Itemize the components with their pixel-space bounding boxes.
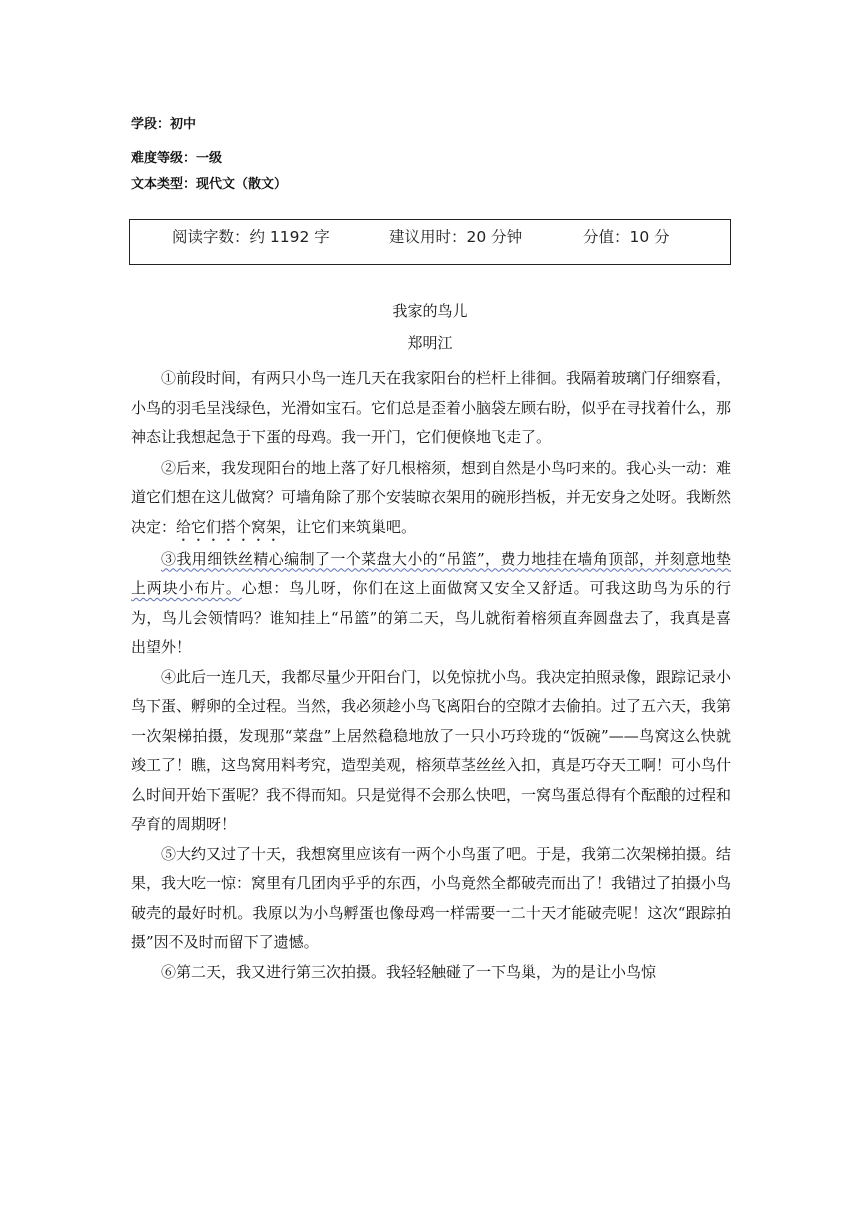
school-level: 学段：初中 [131,117,197,132]
paragraph-5: ⑤大约又过了十天，我想窝里应该有一两个小鸟蛋了吧。于是，我第二次架梯拍摄。结果，我大吃一惊：窝里有几团肉乎乎的东西，小鸟竟然全都破壳而出了！我错过了拍摄小鸟破壳的最好时机。我原以为小鸟孵蛋也像母鸡一样需要一二十天才能破壳呢！这次“跟踪拍摄”因不及时而留下了遗憾。 [131,844,732,951]
article-body [131,364,731,987]
paragraph-3-text-b: 心想：鸟儿呀，你们在这上面做窝又安全又舒适。可我这助鸟为乐的行为，鸟儿会领情吗？谁知挂上“吊篮”的第二天，鸟儿就衔着榕须直奔圆盘去了，我真是喜出望外！ [131,579,731,656]
paragraph-6: ⑥第二天，我又进行第三次拍摄。我轻轻触碰了一下鸟巢，为的是让小鸟惊 [161,962,657,981]
paragraph-2-text-a: ②后来，我发现阳台的地上落了好几根榕须，想到自然是小鸟叼来的。我心头一动：难道它们想在这儿做窝？可墙角除了那个安装晾衣架用的碗形挡板，并无安身之处呀。我断然决定： [131,458,732,536]
suggested-time: 建议用时：20 分钟 [389,228,523,246]
difficulty-level: 难度等级：一级 [131,151,223,166]
paragraph-2-text-b: ，让它们来筑巢吧。 [281,517,417,536]
text-type: 文本类型：现代文（散文） [131,177,288,192]
paragraph-3 [131,545,731,663]
paragraph-2-dotted-text: 给它们搭个窝架 [176,517,282,536]
paragraph-2 [131,454,731,545]
paragraph-1: ①前段时间，有两只小鸟一连几天在我家阳台的栏杆上徘徊。我隔着玻璃门仔细察看，小鸟的羽毛呈浅绿色，光滑如宝石。它们总是歪着小脑袋左顾右盼，似乎在寻找着什么，那神态让我想起急于下蛋的母鸡。我一开门，它们便倏地飞走了。 [131,369,732,446]
reading-info-box [129,219,731,265]
article-author: 郑明江 [407,334,453,352]
score: 分值：10 分 [583,228,670,246]
paragraph-3-wavy-text: ③我用细铁丝精心编制了一个菜盘大小的“吊篮”，费力地挂在墙角顶部，并刻意地垫上两块小布片。 [131,549,731,597]
paragraph-4: ④此后一连几天，我都尽量少开阳台门，以免惊扰小鸟。我决定拍照录像，跟踪记录小鸟下蛋、孵卵的全过程。当然，我必须趁小鸟飞离阳台的空隙才去偷拍。过了五六天，我第一次架梯拍摄，发现那“菜盘”上居然稳稳地放了一只小巧玲珑的“饭碗”——鸟窝这么快就竣工了！瞧，这鸟窝用料考究，造型美观，榕须草茎丝丝入扣，真是巧夺天工啊！可小鸟什么时间开始下蛋呢？我不得而知。只是觉得不会那么快吧，一窝鸟蛋总得有个酝酿的过程和孕育的周期呀！ [131,667,732,833]
article-title: 我家的鸟儿 [392,302,468,320]
word-count: 阅读字数：约 1192 字 [172,228,330,246]
